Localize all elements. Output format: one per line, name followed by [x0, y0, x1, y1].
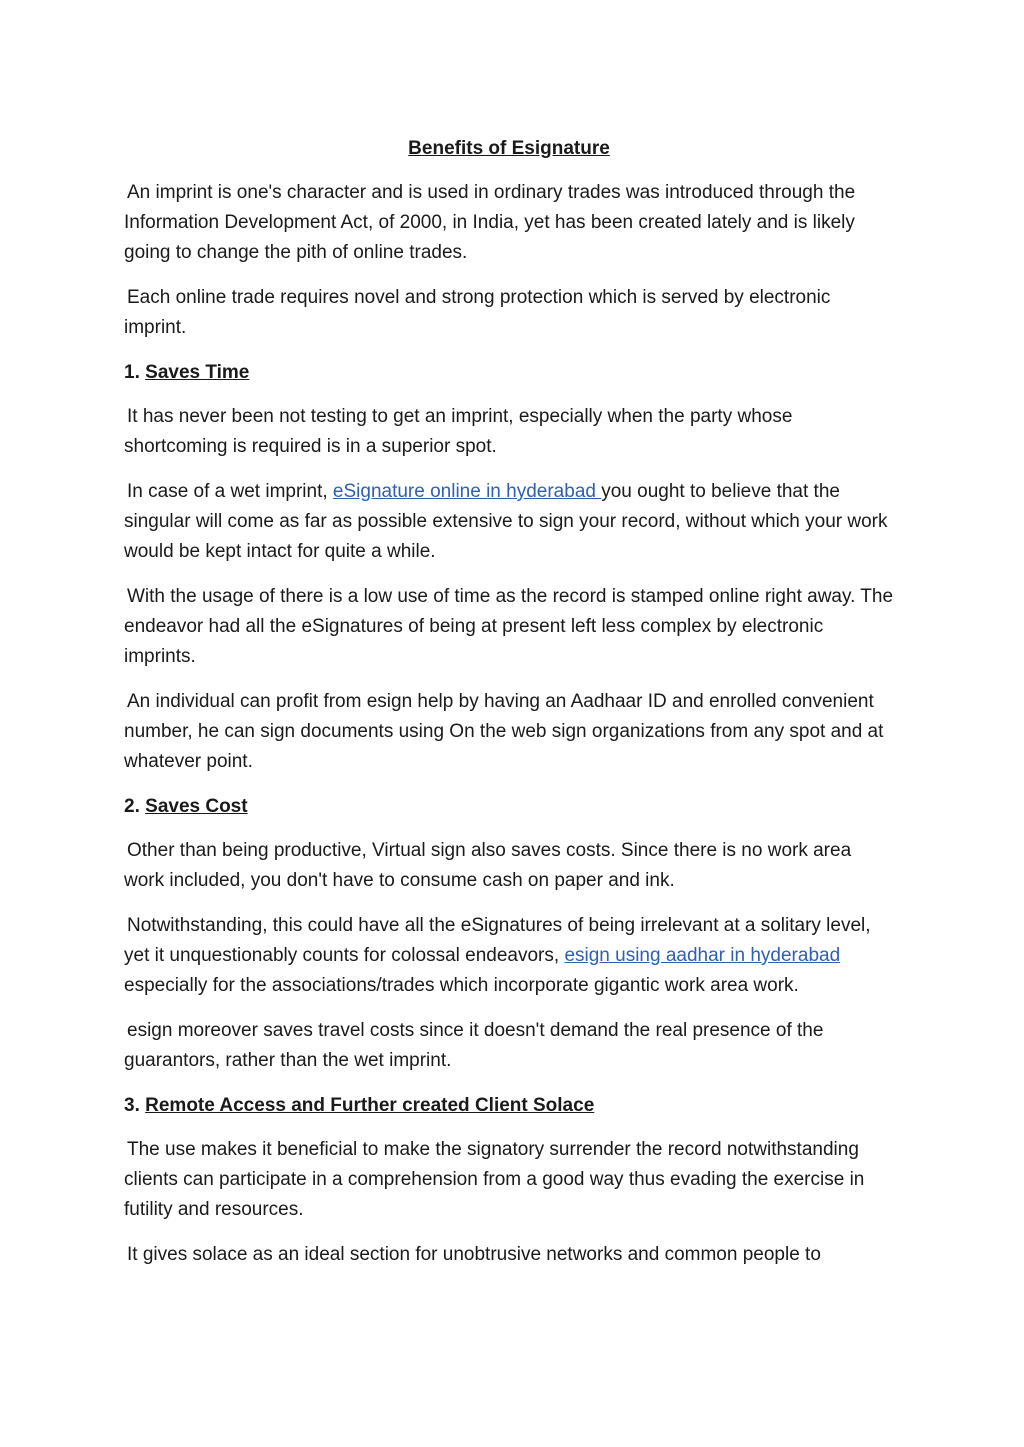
section-2-paragraph-3: esign moreover saves travel costs since it doesn't demand the real presence of the guarantors, rather than the wet imprint. — [124, 1020, 824, 1071]
section-heading-saves-time — [124, 358, 894, 388]
section-3-paragraph-1: The use makes it beneficial to make the signatory surrender the record notwithstanding clients can participate in a comprehension from a good way thus evading the exercise in futility and resources. — [124, 1139, 865, 1220]
section-number: 1. — [124, 362, 140, 383]
section-heading-saves-cost — [124, 792, 894, 822]
intro-paragraph-1: An imprint is one's character and is used in ordinary trades was introduced through the Information Development Act, of 2000, in India, yet has been created lately and is likely going to change the pith of online trades. — [124, 182, 856, 263]
esignature-online-hyderabad-link[interactable]: eSignature online in hyderabad — [332, 481, 602, 502]
esign-using-aadhar-hyderabad-link[interactable]: esign using aadhar in hyderabad — [564, 945, 841, 966]
section-number: 2. — [124, 796, 140, 817]
section-1-paragraph-3: With the usage of there is a low use of time as the record is stamped online right away. The endeavor had all the eSignatures of being at present left less complex by electronic imprints. — [124, 586, 894, 667]
section-title: Remote Access and Further created Client Solace — [145, 1095, 595, 1116]
section-1-paragraph-2: In case of a wet imprint, eSignature online in hyderabad you ought to believe that the singular will come as far as possible extensive to sign your record, without which your work would be kept intact for quite a while. — [124, 481, 888, 562]
intro-paragraph-2: Each online trade requires novel and strong protection which is served by electronic imprint. — [124, 287, 831, 338]
section-title: Saves Time — [145, 362, 250, 383]
section-title: Saves Cost — [145, 796, 248, 817]
section-1-paragraph-4: An individual can profit from esign help by having an Aadhaar ID and enrolled convenient number, he can sign documents using On the web sign organizations from any spot and at whatever point. — [124, 691, 884, 772]
section-2-paragraph-2: Notwithstanding, this could have all the eSignatures of being irrelevant at a solitary level, yet it unquestionably counts for colossal endeavors, esign using aadhar in hyderabad especially for the associations/trades which incorporate gigantic work area work. — [124, 915, 871, 996]
section-3-paragraph-2: It gives solace as an ideal section for unobtrusive networks and common people to — [127, 1244, 821, 1265]
section-1-paragraph-1: It has never been not testing to get an imprint, especially when the party whose shortcoming is required is in a superior spot. — [124, 406, 793, 457]
document-page — [124, 134, 894, 1285]
section-heading-remote-access — [124, 1091, 894, 1121]
document-title: Benefits of Esignature — [408, 138, 610, 159]
section-number: 3. — [124, 1095, 140, 1116]
section-2-paragraph-1: Other than being productive, Virtual sign also saves costs. Since there is no work area work included, you don't have to consume cash on paper and ink. — [124, 840, 852, 891]
